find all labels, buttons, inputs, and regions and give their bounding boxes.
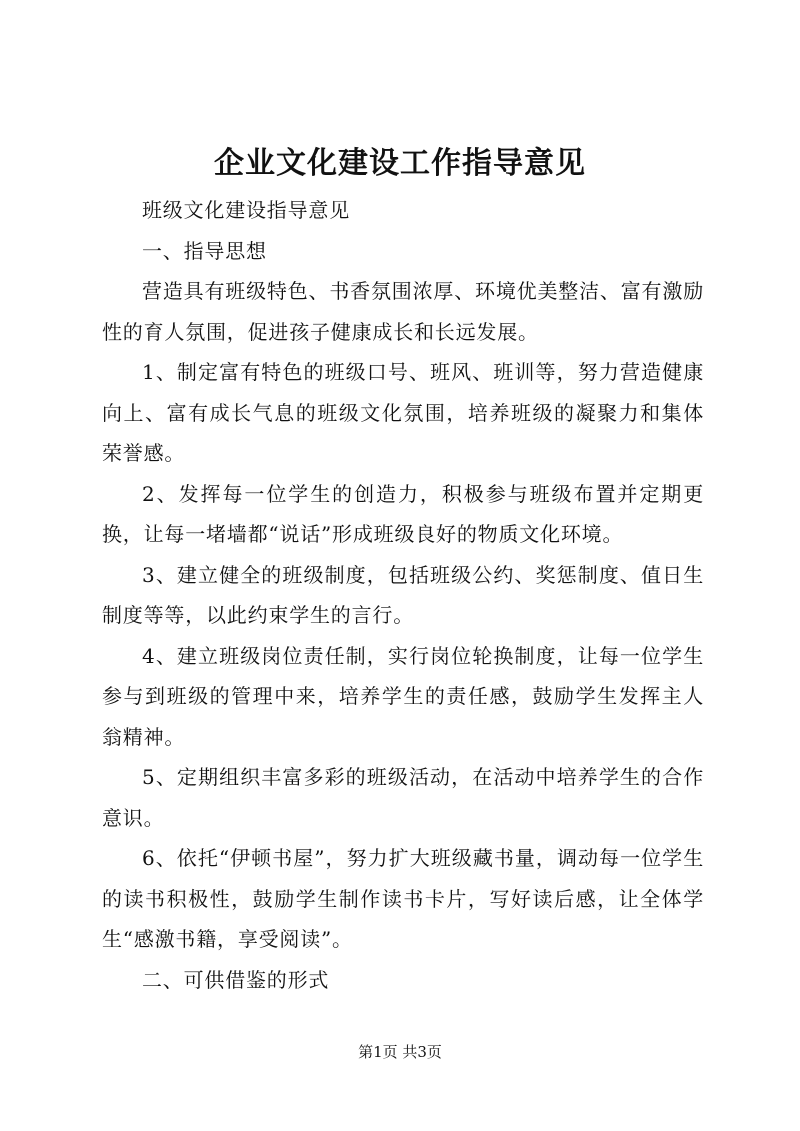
document-body bbox=[102, 190, 704, 1000]
paragraph-item-2: 2、发挥每一位学生的创造力，积极参与班级布置并定期更换，让每一堵墙都“说话”形成班级良好的物质文化环境。 bbox=[102, 481, 704, 546]
section-heading-forms: 二、可供借鉴的形式 bbox=[142, 967, 330, 992]
paragraph-item-3: 3、建立健全的班级制度，包括班级公约、奖惩制度、值日生制度等等，以此约束学生的言行。 bbox=[102, 562, 704, 627]
paragraph-item-5: 5、定期组织丰富多彩的班级活动，在活动中培养学生的合作意识。 bbox=[102, 765, 704, 830]
paragraph-intro: 营造具有班级特色、书香氛围浓厚、环境优美整洁、富有激励性的育人氛围，促进孩子健康成长和长远发展。 bbox=[102, 279, 704, 344]
paragraph-item-4: 4、建立班级岗位责任制，实行岗位轮换制度，让每一位学生参与到班级的管理中来，培养学生的责任感，鼓励学生发挥主人翁精神。 bbox=[102, 643, 704, 749]
page-number-footer: 第1页 共3页 bbox=[358, 1043, 442, 1061]
document-title: 企业文化建设工作指导意见 bbox=[214, 146, 586, 181]
paragraph-item-1: 1、制定富有特色的班级口号、班风、班训等，努力营造健康向上、富有成长气息的班级文化氛围，培养班级的凝聚力和集体荣誉感。 bbox=[102, 360, 704, 465]
section-heading-guiding-thought: 一、指导思想 bbox=[142, 238, 267, 263]
paragraph-item-6: 6、依托“伊顿书屋”，努力扩大班级藏书量，调动每一位学生的读书积极性，鼓励学生制作读书卡片，写好读后感，让全体学生“感激书籍，享受阅读”。 bbox=[102, 846, 704, 951]
paragraph-subtitle: 班级文化建设指导意见 bbox=[142, 198, 350, 222]
